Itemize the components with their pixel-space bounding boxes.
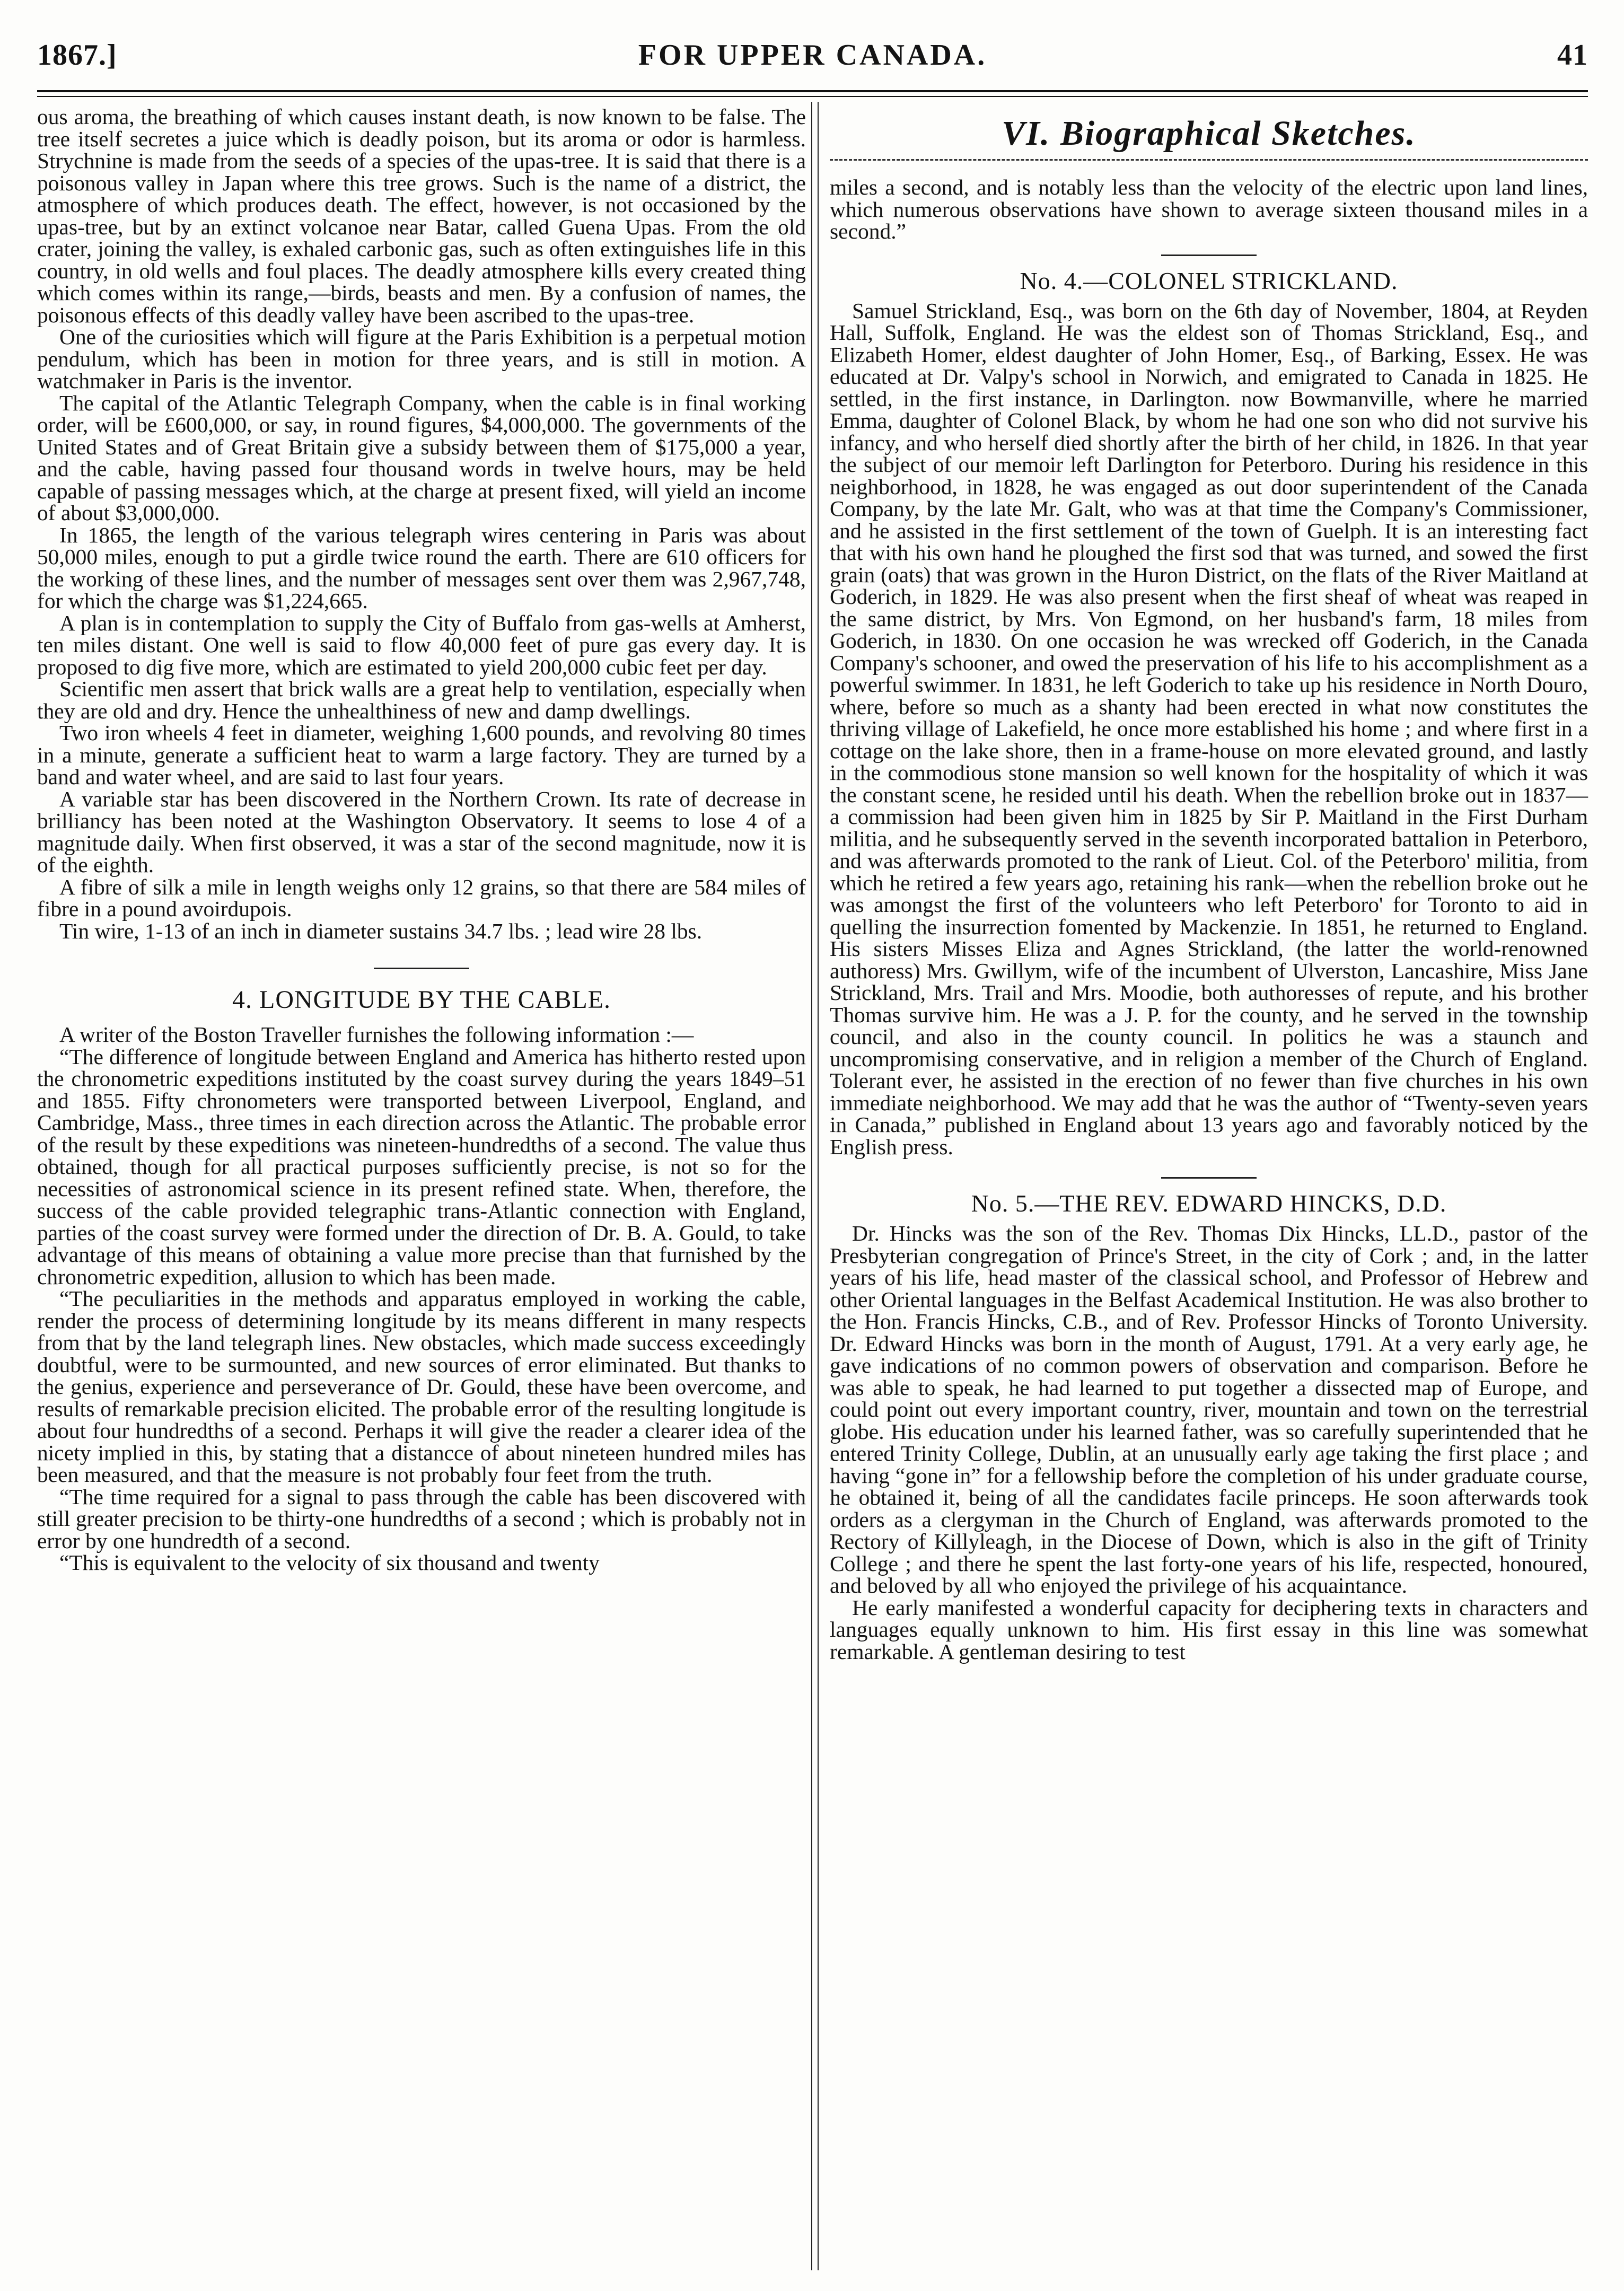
- paragraph: He early manifested a wonderful capacity for deciphering texts in characters and languages equally unknown to him. His first essay in this line was somewhat remarkable. A gentleman desiring to test: [830, 1595, 1588, 1664]
- page-header: [37, 38, 1588, 81]
- section-rule: [1161, 254, 1257, 256]
- section-rule: [1161, 1177, 1257, 1179]
- paragraph: In 1865, the length of the various telegraph wires centering in Paris was about 50,000 miles, enough to put a girdle twice round the earth. There are 610 officers for the working of these lines, and the number of messages sent over them was 2,967,748, for which the charge was $1,224,665.: [37, 522, 806, 613]
- paragraph: ous aroma, the breathing of which causes instant death, is now known to be false. The tree itself secretes a juice which is deadly poison, but its aroma or odor is harmless. Strychnine is made from the seeds of a species of the upas-tree. It is said that there is a poisonous valley in Japan where this tree grows. Such is the name of a district, the atmosphere of which produces death. The effect, however, is not occasioned by the upas-tree, but by an extinct volcanoe near Batar, called Guena Upas. From the old crater, joining the valley, is exhaled carbonic gas, such as often extinguishes life in this country, in old wells and foul places. The deadly atmosphere kills every created thing which comes within its range,—birds, beasts and men. By a confusion of names, the poisonous effects of this deadly valley have been ascribed to the upas-tree.: [37, 104, 806, 327]
- paragraph: A fibre of silk a mile in length weighs only 12 grains, so that there are 584 miles of fibre in a pound avoirdupois.: [37, 874, 806, 921]
- sketch-heading-hincks: No. 5.—THE REV. EDWARD HINCKS, D.D.: [971, 1190, 1447, 1217]
- column-divider-second: [818, 102, 819, 2270]
- paragraph: Dr. Hincks was the son of the Rev. Thomas Dix Hincks, LL.D., pastor of the Presbyterian congregation of Prince's Street, in the city of Cork ; and, in the latter years of his life, head master of the classical school, and Professor of Hebrew and other Oriental languages in the Belfast Academical Institution. He was also brother to the Hon. Francis Hincks, C.B., and of Rev. Professor Hincks of Toronto University. Dr. Edward Hincks was born in the month of August, 1791. At a very early age, he gave indications of no common powers of observation and comparison. Before he was able to speak, he had learned to put together a dissected map of Europe, and could point out every important country, river, mountain and town on the terrestrial globe. His education under his learned father, was so carefully superintended that he entered Trinity College, Dublin, at an unusually early age taking the first place ; and having “gone in” for a fellowship before the completion of his under graduate course, he obtained it, being of all the candidates facile princeps. He soon afterwards took orders as a clergyman in the Church of England, was afterwards promoted to the Rectory of Killyleagh, in the Diocese of Down, which is also in the gift of Trinity College ; and there he spent the last forty-one years of his life, respected, honoured, and beloved by all who enjoyed the privilege of his acquaintance.: [830, 1221, 1588, 1597]
- paragraph: miles a second, and is notably less than the velocity of the electric upon land lines, which numerous observations have shown to average sixteen thousand miles in a second.”: [830, 175, 1588, 243]
- section-rule: [374, 968, 469, 969]
- paragraph: A writer of the Boston Traveller furnishes the following information :—: [59, 1022, 694, 1047]
- sketch-heading-strickland: No. 4.—COLONEL STRICKLAND.: [1020, 267, 1398, 294]
- paragraph: A plan is in contemplation to supply the City of Buffalo from gas-wells at Amherst, ten miles distant. One well is said to flow 40,000 feet of pure gas every day. It is proposed to dig five more, which are estimated to yield 200,000 cubic feet per day.: [37, 610, 806, 679]
- paragraph: “The difference of longitude between England and America has hitherto rested upon the chronometric expeditions instituted by the coast survey during the years 1849–51 and 1855. Fifty chronometers were transported between Liverpool, England, and Cambridge, Mass., three times in each direction across the Atlantic. The probable error of the result by these expeditions was nineteen-hundredths of a second. The value thus obtained, though for all practical purposes sufficiently precise, is not so for the necessities of astronomical science in its present refined state. When, therefore, the success of the cable provided telegraphic trans-Atlantic connection with England, parties of the coast survey were formed under the direction of Dr. B. A. Gould, to take advantage of this means of obtaining a value more precise than that furnished by the chronometric expedition, allusion to which has been made.: [37, 1044, 806, 1289]
- paragraph: “This is equivalent to the velocity of six thousand and twenty: [59, 1550, 600, 1575]
- paragraph: The capital of the Atlantic Telegraph Company, when the cable is in final working order, will be £600,000, or say, in round figures, $4,000,000. The governments of the United States and of Great Britain give a subsidy between them of $175,000 a year, and the cable, having passed four thousand words in twelve hours, may be held capable of passing messages which, at the charge at present fixed, will yield an income of about $3,000,000.: [37, 390, 806, 525]
- left-column: [37, 106, 806, 1574]
- page-number: 41: [1557, 39, 1588, 72]
- paragraph: A variable star has been discovered in the Northern Crown. Its rate of decrease in brilliancy has been noted at the Washington Observatory. It seems to lose 4 of a magnitude daily. When first observed, it was a star of the second magnitude, now it is of the eighth.: [37, 786, 806, 877]
- paragraph: Two iron wheels 4 feet in diameter, weighing 1,600 pounds, and revolving 80 times in a minute, generate a sufficient heat to warm a large factory. They are turned by a band and water wheel, and are said to last four years.: [37, 721, 806, 789]
- newspaper-page: [37, 0, 1588, 2291]
- section-title-biographical: VI. Biographical Sketches.: [1002, 114, 1416, 153]
- column-divider: [811, 102, 812, 2270]
- paragraph: One of the curiosities which will figure at the Paris Exhibition is a perpetual motion pendulum, which has been in motion for three years, and is still in motion. A watchmaker in Paris is the inventor.: [37, 324, 806, 393]
- ornamental-rule: [830, 159, 1588, 167]
- section-heading-longitude: 4. LONGITUDE BY THE CABLE.: [232, 986, 611, 1014]
- header-year: 1867.]: [37, 39, 117, 72]
- header-rule-thin: [37, 96, 1588, 97]
- paragraph: “The peculiarities in the methods and apparatus employed in working the cable, render the process of determining longitude by its means different in many respects from that by the land telegraph lines. New obstacles, which made success exceedingly doubtful, were to be surmounted, and new sources of error eliminated. But thanks to the genius, experience and perseverance of Dr. Gould, these have been overcome, and results of remarkable precision elicited. The probable error of the resulting longitude is about four hundredths of a second. Perhaps it will give the reader a clearer idea of the nicety implied in this, by stating that a distancce of about nineteen hundred miles has been measured, and that the measure is not probably four feet from the truth.: [37, 1286, 806, 1487]
- paragraph: Scientific men assert that brick walls are a great help to ventilation, especially when they are old and dry. Hence the unhealthiness of new and damp dwellings.: [37, 677, 806, 723]
- header-title: FOR UPPER CANADA.: [638, 39, 987, 72]
- header-rule: [37, 90, 1588, 92]
- paragraph: Samuel Strickland, Esq., was born on the 6th day of November, 1804, at Reyden Hall, Suffolk, England. He was the eldest son of Thomas Strickland, Esq., and Elizabeth Homer, eldest daughter of John Homer, Esq., of Barking, Essex. He was educated at Dr. Valpy's school in Norwich, and emigrated to Canada in 1825. He settled, in the first instance, in Darlington. now Bowmanville, where he married Emma, daughter of Colonel Black, by whom he had one son who did not survive his infancy, and who herself died shortly after the birth of her child, in 1826. In that year the subject of our memoir left Darlington for Peterboro. During his residence in this neighborhood, in 1828, he was engaged as out door superintendent of the Canada Company, by the late Mr. Galt, who was at that time the Company's Commissioner, and he assisted in the first settlement of the town of Guelph. It is an interesting fact that with his own hand he ploughed the first sod that was turned, and sowed the first grain (oats) that was grown in the Huron District, on the flats of the River Maitland at Goderich, in 1829. He was also present when the first sheaf of wheat was reaped in the same district, by Mrs. Von Egmond, on her husband's farm, 18 miles from Goderich, in 1830. On one occasion he was wrecked off Goderich, in the Canada Company's schooner, and owed the preservation of his life to his accomplishment as a powerful swimmer. In 1831, he left Goderich to take up his residence in North Douro, where, before so much as a shanty had been erected in what now constitutes the thriving village of Lakefield, he once more established his home ; and where first in a cottage on the lake shore, then in a frame-house on more elevated ground, and lastly in the commodious stone mansion so well known for the hospitality of which it was the constant scene, he resided until his death. When the rebellion broke out in 1837—a commission had been given him in 1825 by Sir P. Maitland in the First Durham militia, and he subsequently served in the seventh incorporated battalion in Peterboro, and was afterwards promoted to the rank of Lieut. Col. of the Peterboro' militia, from which he retired a few years ago, retaining his rank—when the rebellion broke out he was amongst the first of the volunteers who left Peterboro' for Toronto to aid in quelling the insurrection fomented by Mackenzie. In 1851, he returned to England. His sisters Misses Eliza and Agnes Strickland, (the latter the world-renowned authoress) Mrs. Gwillym, wife of the incumbent of Ulverston, Lancashire, Miss Jane Strickland, Mrs. Trail and Mrs. Moodie, both authoresses of repute, and his brother Thomas survive him. He was a J. P. for the county, and he served in the township council, and also in the county council. In politics he was a staunch and uncompromising conservative, and in religion a member of the Church of England. Tolerant ever, he assisted in the erection of no fewer than five churches in his own immediate neighborhood. We may add that he was the author of “Twenty-seven years in Canada,” published in England about 13 years ago and favorably noticed by the English press.: [830, 298, 1588, 1159]
- right-column: [830, 106, 1588, 1663]
- paragraph: Tin wire, 1-13 of an inch in diameter sustains 34.7 lbs. ; lead wire 28 lbs.: [59, 918, 703, 943]
- paragraph: “The time required for a signal to pass through the cable has been discovered with still greater precision to be thirty-one hundredths of a second ; which is probably not in error by one hundredth of a second.: [37, 1484, 806, 1553]
